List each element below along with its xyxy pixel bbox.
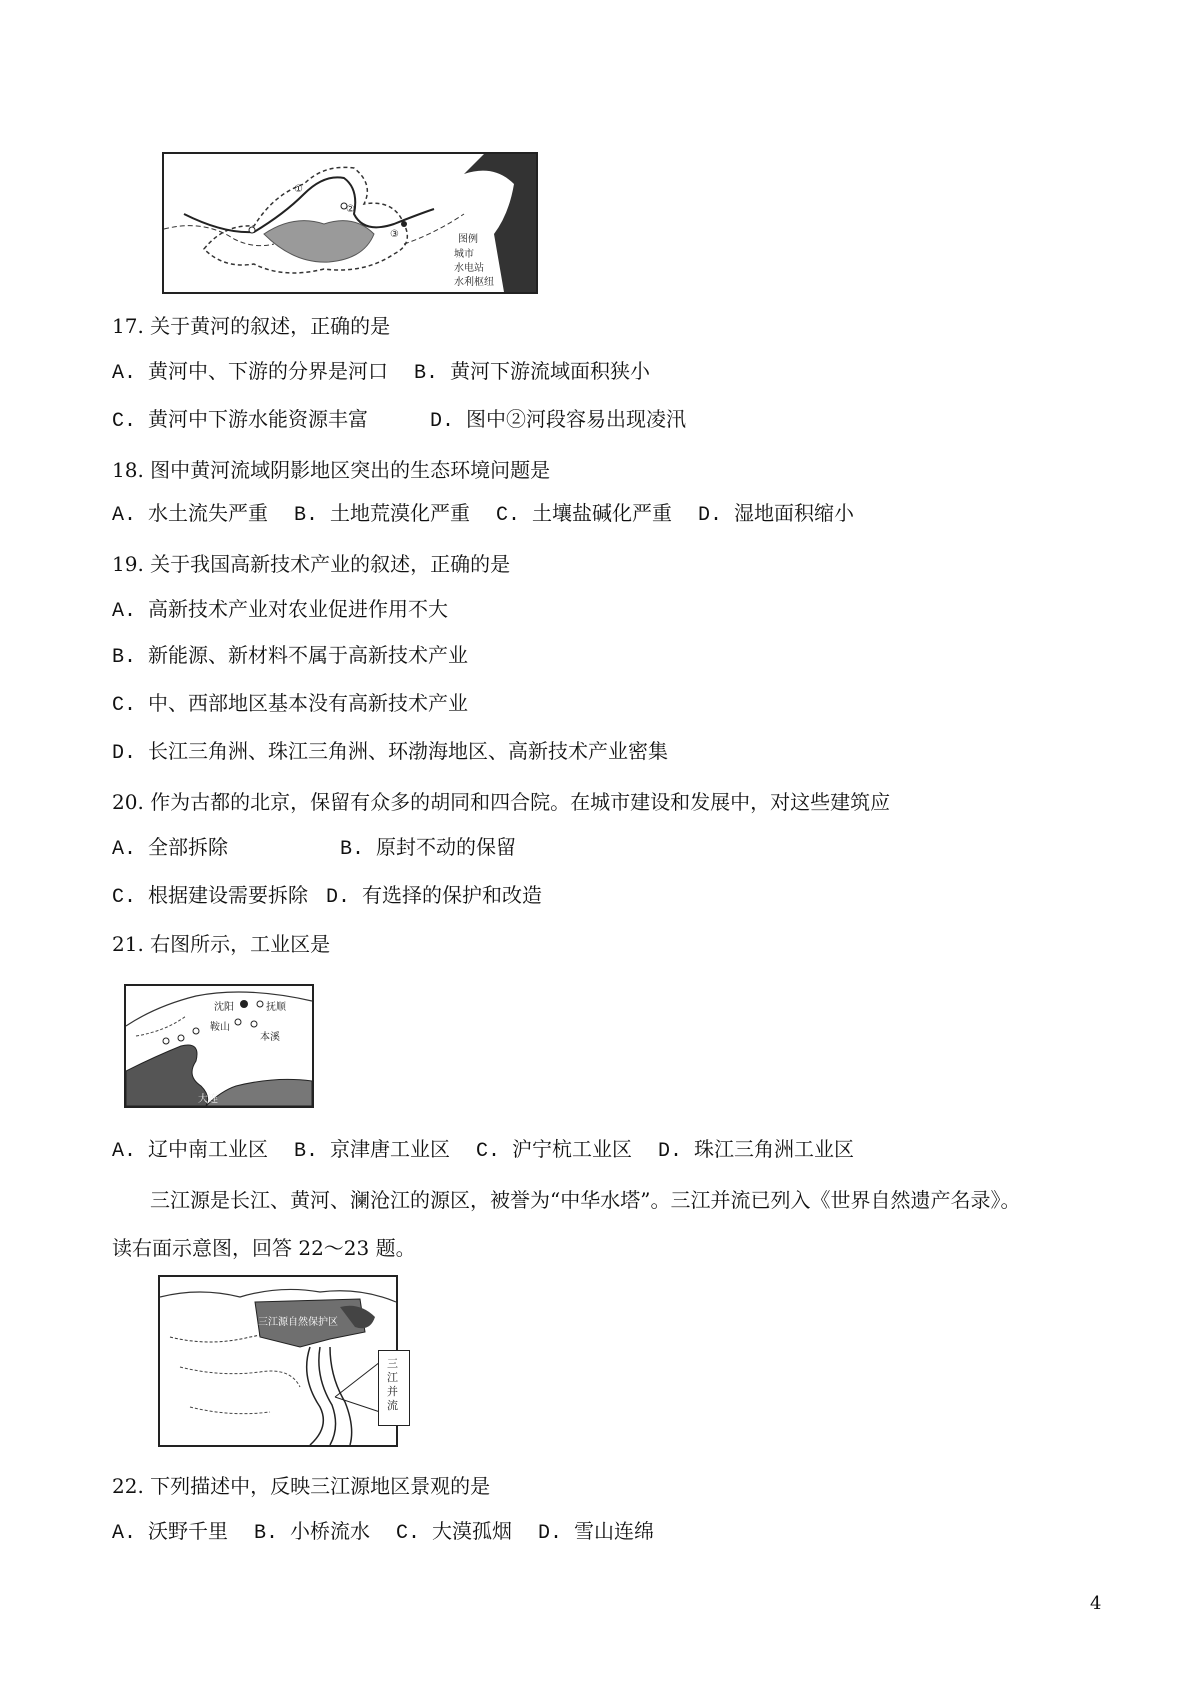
legend-city: 城市 — [454, 249, 474, 260]
city-fushun: 抚顺 — [266, 1002, 286, 1013]
q19-stem: 19. 关于我国高新技术产业的叙述，正确的是 — [112, 552, 511, 576]
q21-option-c: C. 沪宁杭工业区 — [476, 1140, 633, 1163]
q21-option-b: B. 京津唐工业区 — [294, 1140, 451, 1163]
q17-options-row1 — [112, 361, 650, 387]
q22-option-a: A. 沃野千里 — [112, 1522, 229, 1545]
q19-option-d: D. 长江三角洲、珠江三角洲、环渤海地区、高新技术产业密集 — [112, 742, 669, 765]
city-dalian: 大连 — [198, 1094, 218, 1105]
q21-stem: 21. 右图所示，工业区是 — [112, 932, 331, 956]
marker-3: ③ — [390, 229, 399, 240]
q21-option-d: D. 珠江三角洲工业区 — [658, 1140, 855, 1163]
legend-water-project: 水利枢纽 — [454, 277, 494, 288]
q17-option-c: C. 黄河中下游水能资源丰富 — [112, 410, 369, 433]
q22-options-row — [112, 1521, 654, 1547]
q22-stem: 22. 下列描述中，反映三江源地区景观的是 — [112, 1474, 491, 1498]
q18-stem: 18. 图中黄河流域阴影地区突出的生态环境问题是 — [112, 458, 551, 482]
q17-option-a: A. 黄河中、下游的分界是河口 — [112, 362, 389, 385]
q17-option-d: D. 图中②河段容易出现凌汛 — [430, 410, 687, 433]
page-number: 4 — [1090, 1593, 1102, 1614]
city-anshan: 鞍山 — [210, 1022, 230, 1033]
callout-box — [378, 1350, 410, 1426]
city-shenyang: 沈阳 — [214, 1002, 234, 1013]
q18-option-b: B. 土地荒漠化严重 — [294, 504, 471, 527]
q19-option-b: B. 新能源、新材料不属于高新技术产业 — [112, 646, 469, 669]
q22-option-d: D. 雪山连绵 — [538, 1522, 655, 1545]
callout-label: 三江并流 — [387, 1357, 398, 1412]
q18-options-row — [112, 503, 854, 529]
q20-option-d: D. 有选择的保护和改造 — [326, 886, 543, 909]
q17-options-row2 — [112, 409, 686, 435]
q20-option-c: C. 根据建设需要拆除 — [112, 886, 309, 909]
q20-option-b: B. 原封不动的保留 — [340, 838, 517, 861]
city-benxi: 本溪 — [260, 1032, 280, 1043]
q21-options-row — [112, 1139, 854, 1165]
q22-option-b: B. 小桥流水 — [254, 1522, 371, 1545]
q20-stem: 20. 作为古都的北京，保留有众多的胡同和四合院。在城市建设和发展中，对这些建筑应 — [112, 790, 891, 814]
three-river-source-map-drawing — [160, 1277, 396, 1445]
q17-stem: 17. 关于黄河的叙述，正确的是 — [112, 314, 391, 338]
q17-option-b: B. 黄河下游流域面积狭小 — [414, 362, 651, 385]
three-river-source-map — [158, 1275, 398, 1447]
q19-option-c: C. 中、西部地区基本没有高新技术产业 — [112, 694, 469, 717]
q19-option-a: A. 高新技术产业对农业促进作用不大 — [112, 600, 449, 623]
q20-options-row2 — [112, 885, 542, 911]
passage-line-2: 读右面示意图，回答 22～23 题。 — [112, 1236, 416, 1260]
q18-option-c: C. 土壤盐碱化严重 — [496, 504, 673, 527]
q21-option-a: A. 辽中南工业区 — [112, 1140, 269, 1163]
region-label: 三江源自然保护区 — [258, 1317, 338, 1328]
legend-hydropower: 水电站 — [454, 263, 484, 274]
q20-option-a: A. 全部拆除 — [112, 838, 229, 861]
q18-option-d: D. 湿地面积缩小 — [698, 504, 855, 527]
yellow-river-map — [162, 152, 538, 294]
q18-option-a: A. 水土流失严重 — [112, 504, 269, 527]
industrial-region-map — [124, 984, 314, 1108]
q20-options-row1 — [112, 837, 516, 863]
passage-line-1: 三江源是长江、黄河、澜沧江的源区，被誉为“中华水塔”。三江并流已列入《世界自然遗产名录》。 — [150, 1188, 1021, 1212]
q22-option-c: C. 大漠孤烟 — [396, 1522, 513, 1545]
legend-title: 图例 — [458, 234, 478, 245]
marker-1: ① — [294, 184, 303, 195]
marker-2: ② — [346, 204, 355, 215]
